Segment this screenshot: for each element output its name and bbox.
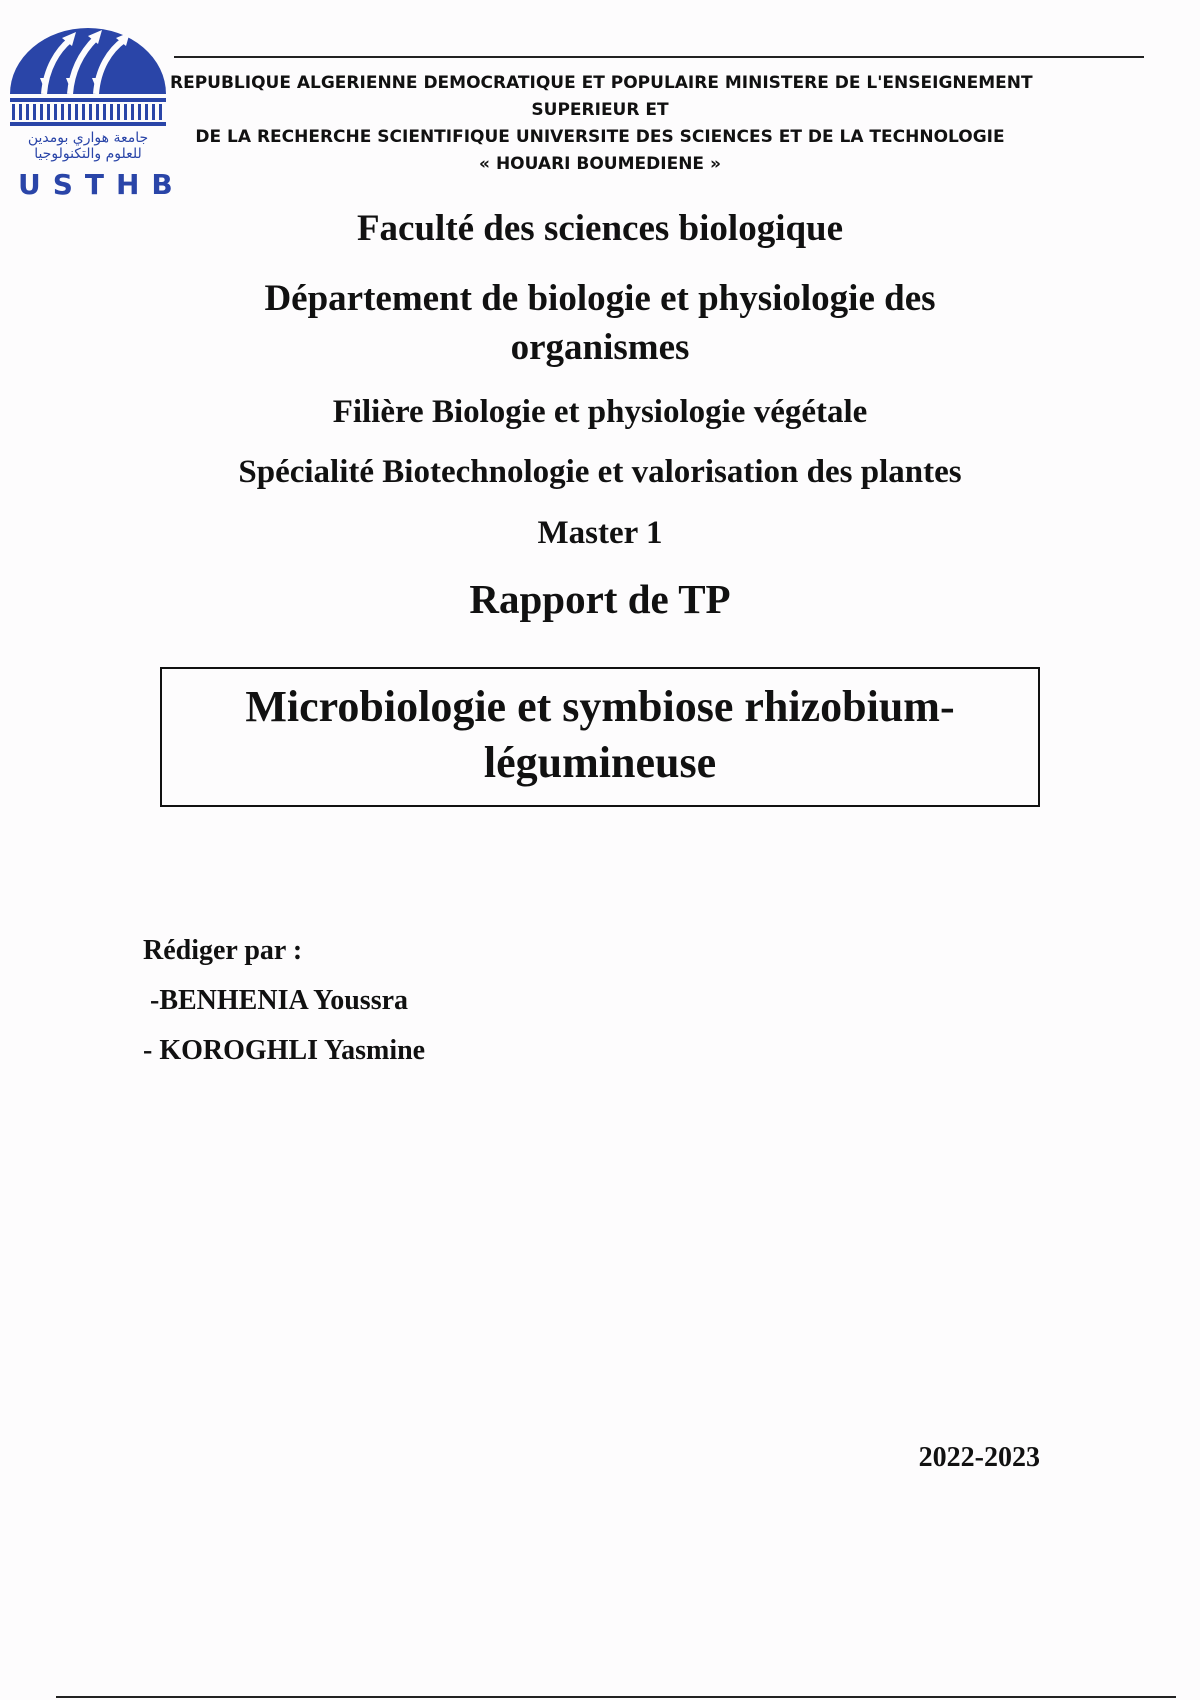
filiere: Filière Biologie et physiologie végétale — [332, 394, 868, 430]
institution-line-4: « HOUARI BOUMEDIENE » — [479, 154, 721, 174]
specialite: Spécialité Biotechnologie et valorisation des plantes — [238, 454, 962, 490]
department-line-2: organismes — [510, 327, 690, 368]
authors-label: Rédiger par : — [143, 935, 303, 966]
logo-emblem-icon — [6, 18, 170, 130]
report-type: Rapport de TP — [469, 576, 731, 622]
author-name: - KOROGHLI Yasmine — [143, 1035, 426, 1066]
department-line-1: Département de biologie et physiologie des — [264, 278, 936, 319]
author-name: -BENHENIA Youssra — [143, 985, 409, 1016]
institution-line-2: SUPERIEUR ET — [531, 100, 669, 120]
institution-line-1: REPUBLIQUE ALGERIENNE DEMOCRATIQUE ET POPULAIRE MINISTERE DE L'ENSEIGNEMENT — [170, 73, 1033, 93]
institution-line-3: DE LA RECHERCHE SCIENTIFIQUE UNIVERSITE DES SCIENCES ET DE LA TECHNOLOGIE — [195, 127, 1005, 147]
report-title-box — [160, 667, 1040, 807]
header-divider — [174, 56, 1144, 58]
logo-arabic-line-2: للعلوم والتكنولوجيا — [34, 146, 142, 162]
level: Master 1 — [537, 515, 663, 551]
report-title-line-1: Microbiologie et symbiose rhizobium- — [245, 682, 955, 731]
footer-divider — [56, 1696, 1176, 1698]
faculty-name: Faculté des sciences biologique — [356, 208, 844, 249]
department-name — [100, 274, 1100, 372]
logo-arabic-line-1: جامعة هواري بومدين — [27, 130, 149, 146]
academic-year: 2022-2023 — [918, 1442, 1040, 1473]
institution-header — [170, 70, 1033, 178]
usthb-logo — [6, 18, 185, 201]
logo-wordmark: USTHB — [18, 168, 185, 201]
authors-block — [143, 926, 425, 1076]
report-title-line-2: légumineuse — [483, 738, 717, 787]
logo-arabic-text — [6, 130, 170, 162]
